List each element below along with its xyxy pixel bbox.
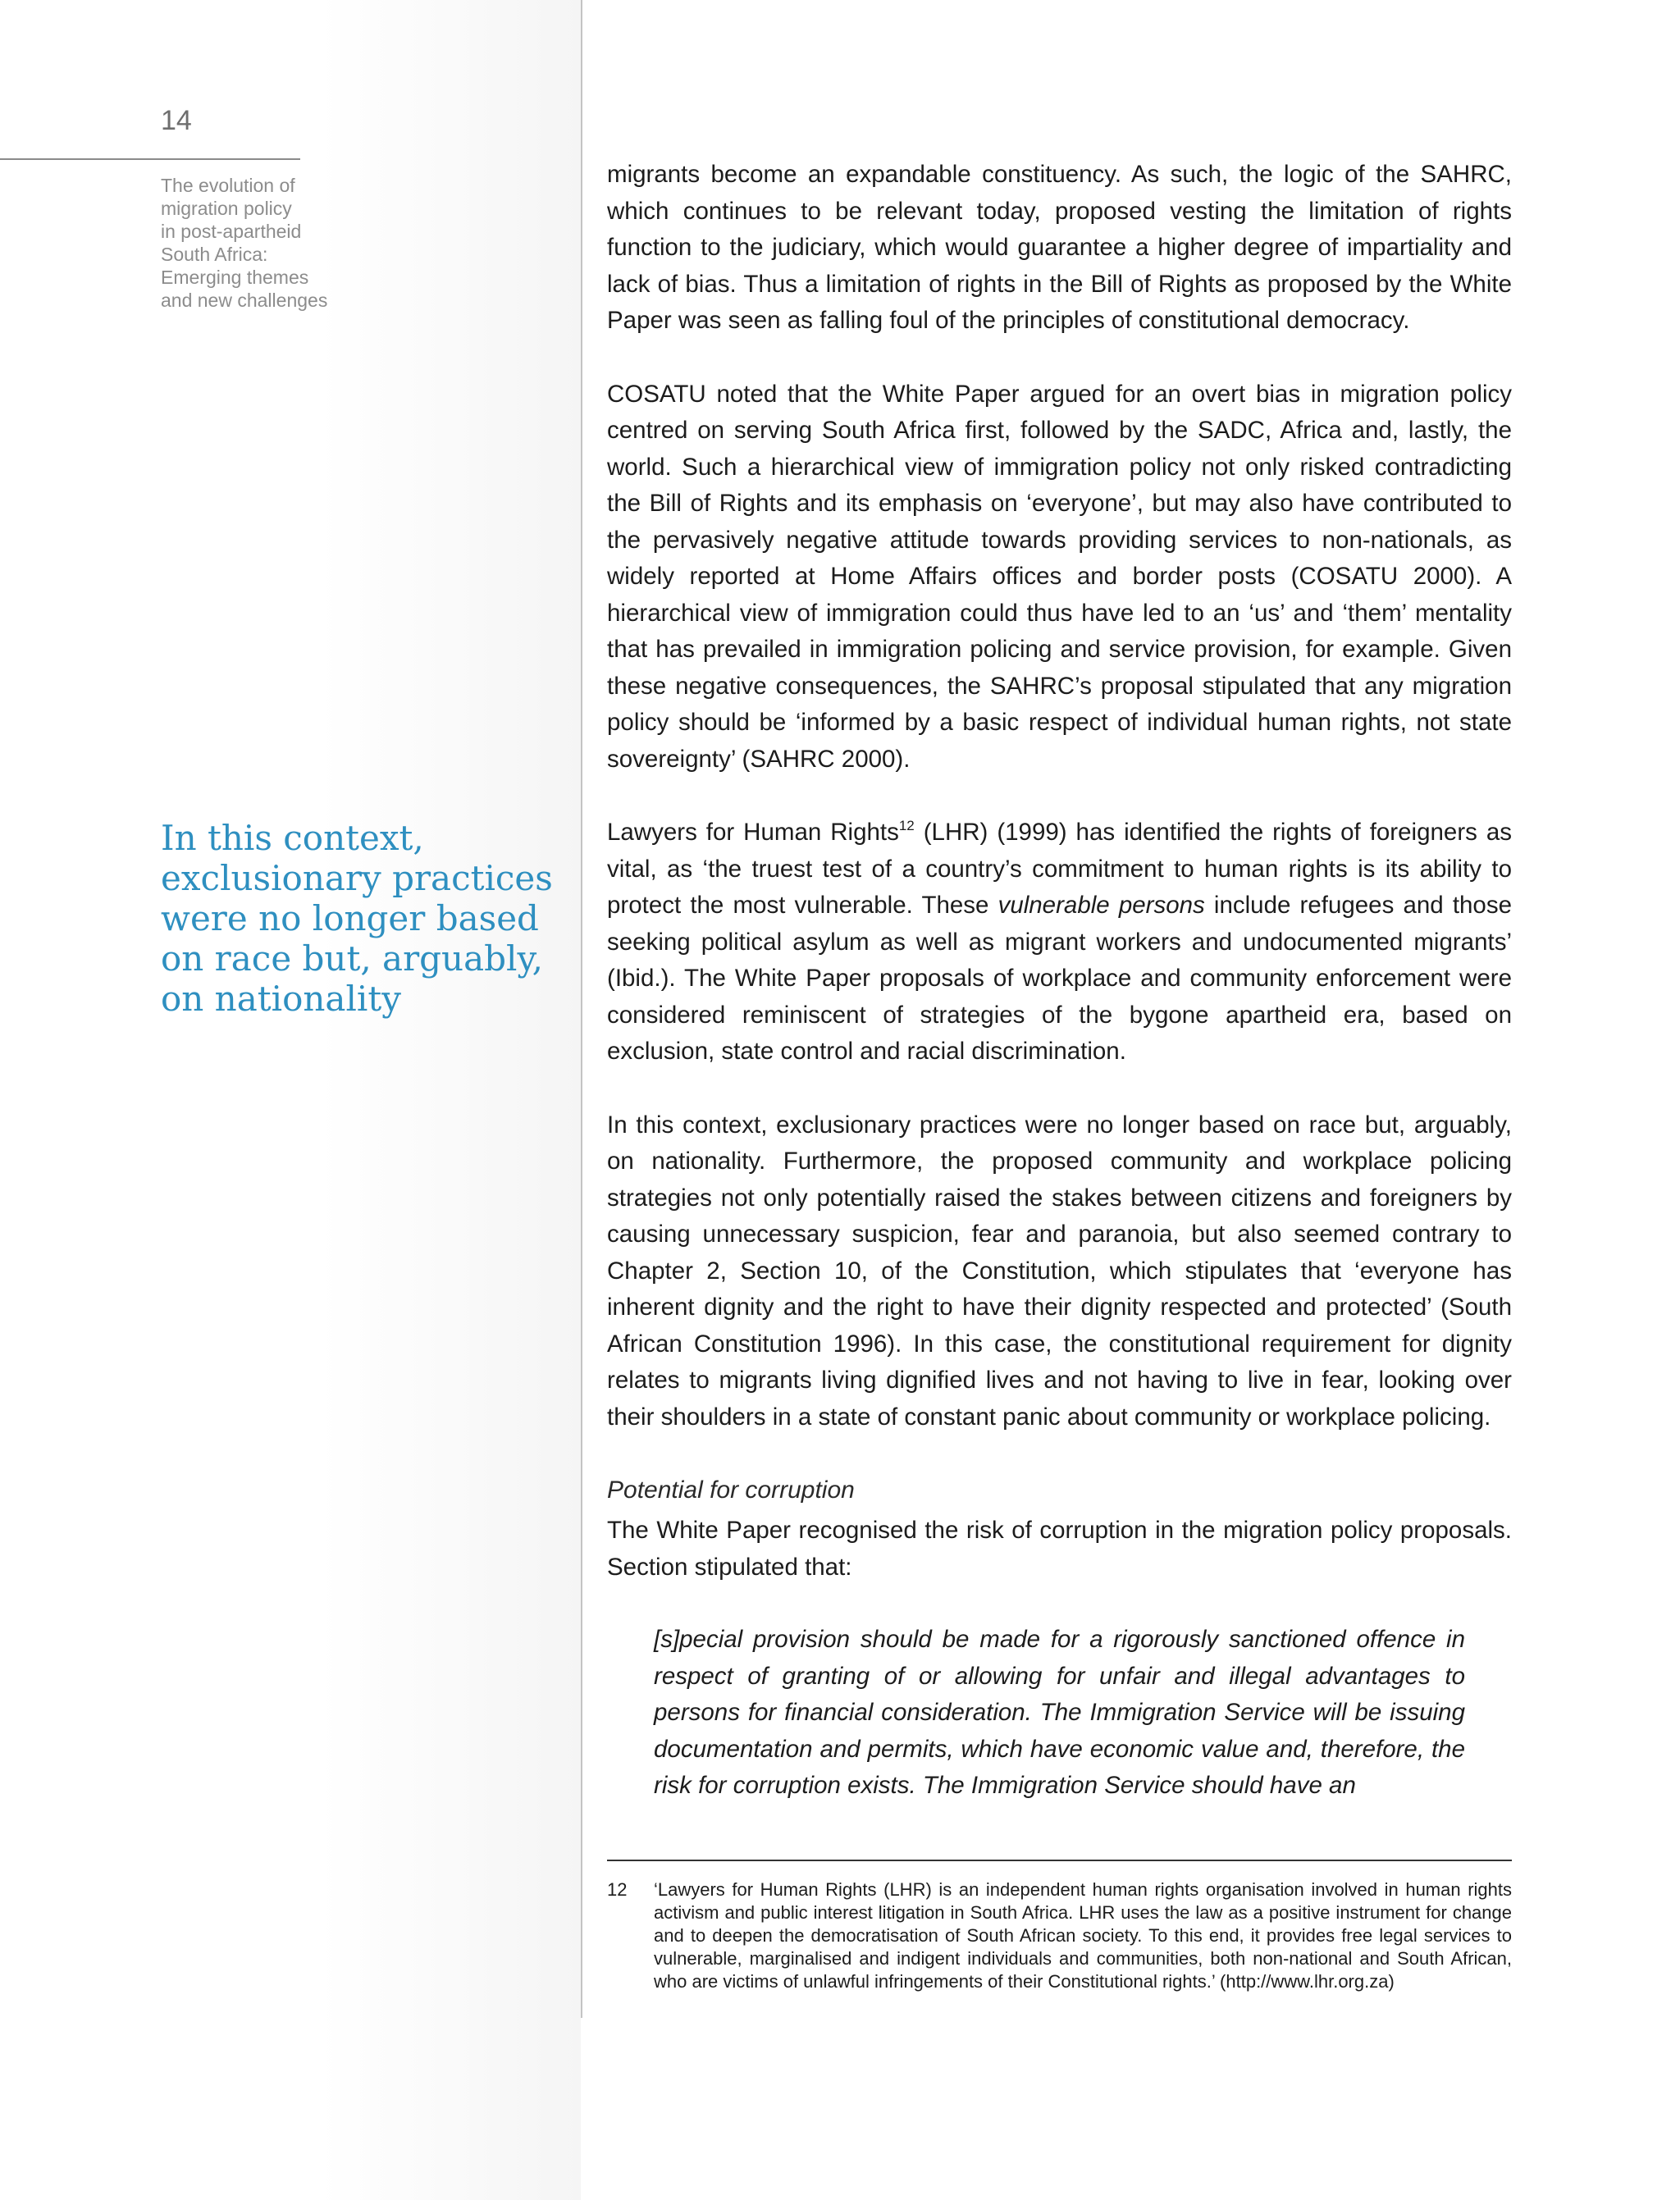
- pull-quote-line: were no longer based: [161, 898, 539, 938]
- lhr-emphasis: vulnerable persons: [998, 892, 1205, 919]
- footnote-rule: [607, 1860, 1512, 1861]
- running-title: [161, 174, 374, 312]
- pull-quote-line: exclusionary practices: [161, 858, 553, 898]
- subheading-corruption: Potential for corruption: [607, 1477, 855, 1504]
- footnote-reference[interactable]: 12: [898, 818, 915, 833]
- footnote-text: ‘Lawyers for Human Rights (LHR) is an independent human rights organisation involved in human rights activism and public interest litigation in South Africa. LHR uses the law as a positive instrument for change and to deepen the democratisation of South African society. To this end, it provides free legal services to vulnerable, marginalised and indigent individuals and communities, both non-national and South African, who are victims of unlawful infringements of their Constitutional rights.’ (http://www.lhr.org.za): [654, 1879, 1512, 1992]
- footnote: [607, 1878, 1512, 1993]
- running-title-line: migration policy: [161, 198, 292, 219]
- paragraph-cosatu: COSATU noted that the White Paper argued for an overt bias in migration policy centred on serving South Africa first, followed by the SADC, Africa and, lastly, the world. Such a hierarchical view of immigration policy not only risked contradicting the Bill of Rights and its emphasis on ‘everyone’, but may also have contributed to the pervasively negative attitude towards providing services to non-nationals, as widely reported at Home Affairs offices and border posts (COSATU 2000). A hierarchical view of immigration could thus have led to an ‘us’ and ‘them’ mentality that has prevailed in immigration policing and service provision, for example. Given these negative consequences, the SAHRC’s proposal stipulated that any migration policy should be ‘informed by a basic respect of individual human rights, not state sovereignty’ (SAHRC 2000).: [607, 380, 1512, 773]
- block-quotation: [s]pecial provision should be made for a rigorously sanctioned offence in respect of granting of or allowing for unfair and illegal advantages to persons for financial consideration. The Immigration Service will be issuing documentation and permits, which have economic value and, therefore, the risk for corruption exists. The Immigration Service should have an: [654, 1626, 1465, 1799]
- lhr-text-b: (LHR) (1999) has identified the rights of foreigners as vital, as ‘the truest test of a country’s commitment to human rights is its ability to protect the most vulnerable. These: [607, 819, 1512, 919]
- header-rule: [0, 158, 300, 160]
- paragraph-corruption: The White Paper recognised the risk of corruption in the migration policy proposals. Section stipulated that:: [607, 1517, 1512, 1581]
- paragraph-sahrc-logic: migrants become an expandable constituency. As such, the logic of the SAHRC, which continues to be relevant today, proposed vesting the limitation of rights function to the judiciary, which would guarantee a higher degree of impartiality and lack of bias. Thus a limitation of rights in the Bill of Rights as proposed by the White Paper was seen as falling foul of the principles of constitutional democracy.: [607, 161, 1512, 334]
- footnote-number: 12: [607, 1879, 628, 1900]
- page-number: 14: [161, 105, 192, 136]
- pull-quote-line: In this context,: [161, 818, 424, 858]
- running-title-line: in post-apartheid: [161, 221, 302, 242]
- main-text-column: [607, 157, 1512, 1805]
- running-title-line: Emerging themes: [161, 267, 309, 288]
- column-divider: [581, 0, 582, 2018]
- running-title-line: The evolution of: [161, 175, 295, 196]
- margin-shade: [0, 0, 581, 2200]
- running-title-line: South Africa:: [161, 244, 268, 265]
- pull-quote-line: on race but, arguably,: [161, 938, 543, 979]
- paragraph-exclusionary: In this context, exclusionary practices were no longer based on race but, arguably, on nationality. Furthermore, the proposed community and workplace policing strategies not only potentially raised the stakes between citizens and foreigners by causing unnecessary suspicion, fear and paranoia, but also seemed contrary to Chapter 2, Section 10, of the Constitution, which stipulates that ‘everyone has inherent dignity and the right to have their dignity respected and protected’ (South African Constitution 1996). In this case, the constitutional requirement for dignity relates to migrants living dignified lives and not having to live in fear, looking over their shoulders in a state of constant panic about community or workplace policing.: [607, 1111, 1512, 1431]
- pull-quote-line: on nationality: [161, 979, 401, 1019]
- paragraph-lhr: [607, 815, 1512, 1070]
- lhr-text-c: include refugees and those seeking political asylum as well as migrant workers and undocumented migrants’ (Ibid.). The White Paper proposals of workplace and community enforcement were considered reminiscent of strategies of the bygone apartheid era, based on exclusion, state control and racial discrimination.: [607, 892, 1512, 1065]
- lhr-text-a: Lawyers for Human Rights: [607, 819, 899, 846]
- running-title-line: and new challenges: [161, 290, 328, 311]
- pull-quote: [161, 818, 555, 1019]
